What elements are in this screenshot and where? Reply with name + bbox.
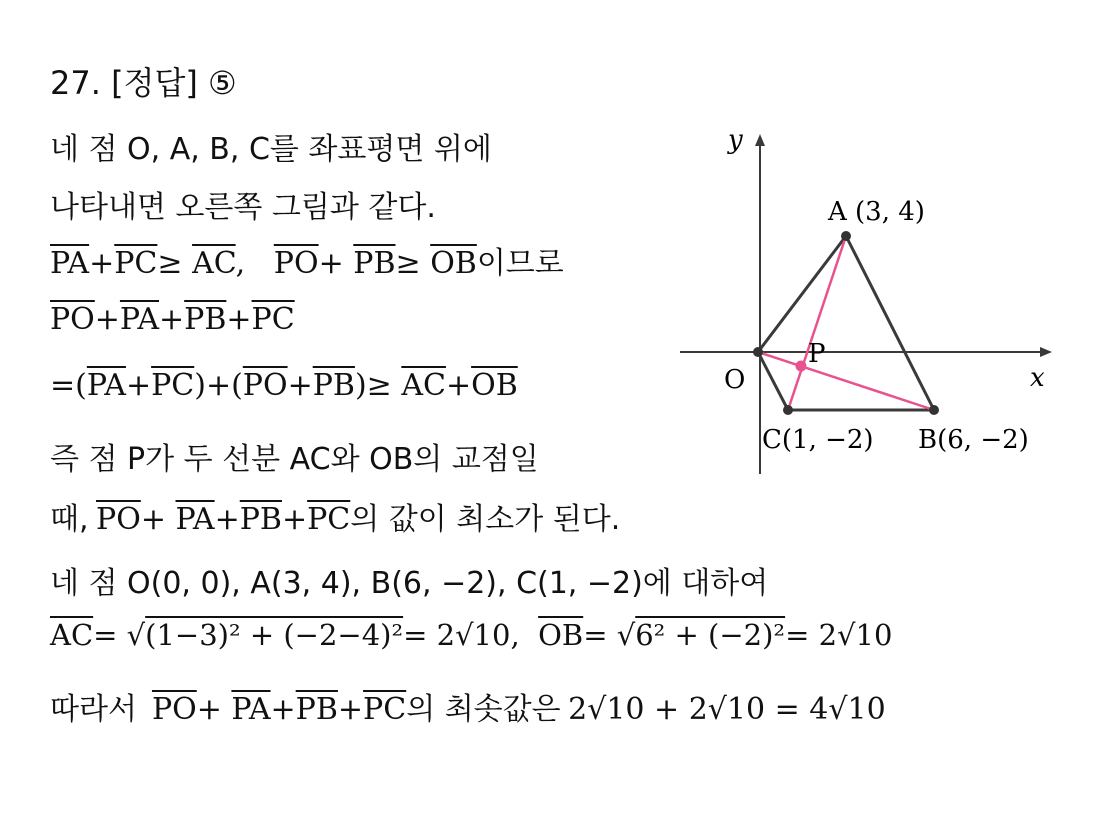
text-line-10: 따라서 $\overline{PO}+ \overline{PA}+\overline{PB}+\overline{PC}$의 최솟값은 2√10 + 2√10 = 4√10 xyxy=(50,692,886,727)
radicand-ac: (1−3)² + (−2−4)² xyxy=(145,618,404,652)
segment-ac: $\overline{AC}$ xyxy=(401,368,446,403)
text-ttaraseo: 따라서 xyxy=(50,692,137,727)
grouped-line: $=(\overline{PA}+\overline{PC})+(\overline{PO}+\overline{PB})\ge \overline{AC}+\overline{OB}$ xyxy=(50,368,518,403)
segment-pa: $\overline{PA}$ xyxy=(86,368,126,403)
segment-po: $\overline{PO}$ xyxy=(96,502,141,537)
segment-pc: $\overline{PC}$ xyxy=(363,692,407,727)
x-axis-arrow xyxy=(1040,347,1052,357)
segment-ob: $\overline{OB}$ xyxy=(471,368,518,403)
segment-po: $\overline{PO}$ xyxy=(151,692,197,727)
segment-pb: $\overline{PB}$ xyxy=(312,368,355,403)
text-imeuro: 이므로 xyxy=(476,246,564,281)
value-ob: = 2√10 xyxy=(785,618,893,652)
text-line-6: 즉 점 P가 두 선분 AC와 OB의 교점일 xyxy=(50,442,539,477)
radicand-ob: 6² + (−2)² xyxy=(635,618,786,652)
label-c: C(1, −2) xyxy=(762,425,874,455)
quadrilateral-oabc xyxy=(758,236,934,410)
point-b xyxy=(929,405,939,415)
point-o xyxy=(753,347,763,357)
segment-po: $\overline{PO}$ xyxy=(273,246,319,281)
segment-pc: $\overline{PC}$ xyxy=(307,502,351,537)
text-line-8: 네 점 O(0, 0), A(3, 4), B(6, −2), C(1, −2)에 대하여 xyxy=(50,566,769,601)
segment-pa: $\overline{PA}$ xyxy=(50,246,90,281)
segment-ob: $\overline{OB}$ xyxy=(538,618,584,652)
segment-pa: $\overline{PA}$ xyxy=(119,302,160,337)
segment-pa: $\overline{PA}$ xyxy=(175,502,215,537)
segment-pc: $\overline{PC}$ xyxy=(151,368,195,403)
sqrt-ac: √(1−3)² + (−2−4)² xyxy=(126,618,404,652)
segment-ac: $\overline{AC}$ xyxy=(192,246,236,281)
segment-ob: $\overline{OB}$ xyxy=(430,246,477,281)
label-x: x xyxy=(1030,363,1045,393)
text-line-2: 나타내면 오른쪽 그림과 같다. xyxy=(50,190,436,225)
point-c xyxy=(783,405,793,415)
label-y: y xyxy=(728,125,743,155)
text-line-1: 네 점 O, A, B, C를 좌표평면 위에 xyxy=(50,132,492,167)
sqrt-ob: √6² + (−2)² xyxy=(616,618,786,652)
point-a xyxy=(841,231,851,241)
coordinate-figure xyxy=(676,118,1088,480)
segment-po: $\overline{PO}$ xyxy=(242,368,288,403)
text-line-7: 때, $\overline{PO}+ \overline{PA}+\overline{PB}+\overline{PC}$의 값이 최소가 된다. xyxy=(50,502,621,537)
label-b: B(6, −2) xyxy=(918,425,1029,455)
segment-pc: $\overline{PC}$ xyxy=(251,302,295,337)
text-min-condition: 의 값이 최소가 된다. xyxy=(350,502,621,537)
distance-line: $\overline{AC}= √(1-3)^2 + (-2-4)^2= 2√10$, $\overline{OB}= √6^2 + (-2)^2= 2√10$ xyxy=(50,618,893,652)
inequality-line: $\overline{PA}+\overline{PC}\ge \overline{AC}$, $\overline{PO}+ \overline{PB}\ge \overline{OB}$이므로 xyxy=(50,246,564,281)
value-ac: = 2√10, xyxy=(403,618,520,652)
segment-pb: $\overline{PB}$ xyxy=(295,692,338,727)
y-axis-arrow xyxy=(755,134,765,146)
sum-line: $\overline{PO}+\overline{PA}+\overline{PB}+\overline{PC}$ xyxy=(50,302,295,337)
diagonal-ac xyxy=(788,236,846,410)
segment-ac: $\overline{AC}$ xyxy=(50,618,94,652)
final-answer: 2√10 + 2√10 = 4√10 xyxy=(568,692,886,727)
label-o: O xyxy=(724,365,746,395)
segment-pa: $\overline{PA}$ xyxy=(231,692,271,727)
segment-pb: $\overline{PB}$ xyxy=(184,302,227,337)
segment-pc: $\overline{PC}$ xyxy=(114,246,158,281)
text-ttae: 때, xyxy=(50,502,89,537)
segment-po: $\overline{PO}$ xyxy=(50,302,95,337)
label-p: P xyxy=(808,339,826,369)
segment-pb: $\overline{PB}$ xyxy=(353,246,396,281)
text-min-value: 의 최솟값은 xyxy=(406,692,561,727)
point-p xyxy=(796,361,807,372)
label-a: A (3, 4) xyxy=(828,197,925,227)
segment-pb: $\overline{PB}$ xyxy=(239,502,282,537)
problem-header: 27. [정답] ⑤ xyxy=(50,64,237,102)
